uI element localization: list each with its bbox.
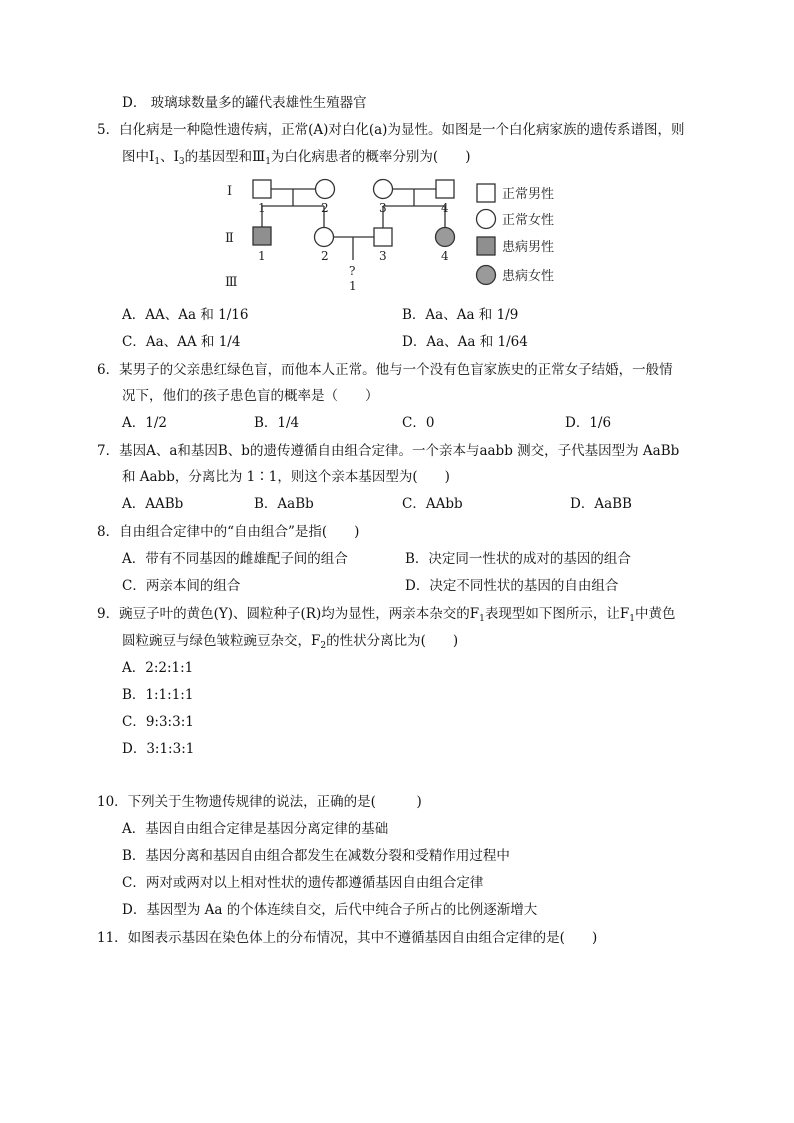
q9-stem-line1: 9．豌豆子叶的黄色(Y)、圆粒种子(R)均为显性，两亲本杂交的$F_1$表现型如下图所示，让$F_1$中黄色 xyxy=(97,606,676,624)
pedigree-I2-normal-female xyxy=(316,180,335,199)
q10-option-a: A．基因自由组合定律是基因分离定律的基础 xyxy=(122,821,389,837)
q7-stem-line2: 和 Aabb，分离比为 1∶1，则这个亲本基因型为( ) xyxy=(122,469,450,485)
q6-stem-line1: 6．某男子的父亲患红绿色盲，而他本人正常。他与一个没有色盲家族史的正常女子结婚，一般情 xyxy=(97,362,673,378)
legend-normal-female-symbol xyxy=(477,210,496,229)
q9-option-b: B．1:1:1:1 xyxy=(122,687,194,703)
pedigree-II4-number: 4 xyxy=(441,249,449,263)
pedigree-gen-I-label: Ⅰ xyxy=(227,184,233,199)
legend-normal-male-symbol xyxy=(477,184,495,202)
q6-option-a: A．1/2 xyxy=(122,415,167,431)
legend-affected-female-label: 患病女性 xyxy=(502,269,555,284)
q10-option-d: D．基因型为 Aa 的个体连续自交，后代中纯合子所占的比例逐渐增大 xyxy=(122,902,538,918)
q6-option-b: B．1/4 xyxy=(254,415,300,431)
q5-stem-line2: 图中$Ⅰ_1$、$Ⅰ_3$的基因型和$Ⅲ_1$为白化病患者的概率分别为( ) xyxy=(122,149,471,167)
q7-option-a: A．AABb xyxy=(122,496,184,512)
pedigree-II1-affected-male xyxy=(253,227,271,245)
q8-option-a: A．带有不同基因的雌雄配子间的组合 xyxy=(122,551,348,567)
pedigree-II4-affected-female xyxy=(436,228,455,247)
q10-option-c: C．两对或两对以上相对性状的遗传都遵循基因自由组合定律 xyxy=(122,875,484,891)
pedigree-I1-number: 1 xyxy=(258,201,266,215)
legend-affected-male-label: 患病男性 xyxy=(502,240,555,255)
pedigree-I3-number: 3 xyxy=(379,201,387,215)
q7-option-b: B．AaBb xyxy=(254,496,314,512)
q10-stem-line1: 10．下列关于生物遗传规律的说法，正确的是( ) xyxy=(97,794,422,810)
q9-option-c: C．9:3:3:1 xyxy=(122,714,194,730)
pedigree-II2-normal-female xyxy=(315,228,334,247)
q5-option-a: A．AA、Aa 和 1/16 xyxy=(122,307,249,323)
pedigree-III1-unknown: ? xyxy=(349,264,356,278)
q8-option-c: C．两亲本间的组合 xyxy=(122,578,241,594)
legend-affected-female-symbol xyxy=(477,266,496,285)
q9-option-a: A．2:2:1:1 xyxy=(122,660,194,676)
pedigree-I1-normal-male xyxy=(253,180,271,198)
q5-option-b: B．Aa、Aa 和 1/9 xyxy=(402,307,519,323)
q7-option-d: D．AaBB xyxy=(570,496,632,512)
q10-option-b: B．基因分离和基因自由组合都发生在减数分裂和受精作用过程中 xyxy=(122,848,510,864)
pedigree-II3-number: 3 xyxy=(379,249,387,263)
q7-option-c: C．AAbb xyxy=(402,496,463,512)
pedigree-II1-number: 1 xyxy=(258,249,266,263)
pedigree-gen-II-label: Ⅱ xyxy=(225,231,234,246)
q6-option-c: C．0 xyxy=(402,415,435,431)
q9-option-d: D．3:1:3:1 xyxy=(122,741,195,757)
pedigree-I4-number: 4 xyxy=(441,201,449,215)
q9-stem-line2: 圆粒豌豆与绿色皱粒豌豆杂交，$F_2$的性状分离比为( ) xyxy=(122,633,459,651)
legend-normal-female-label: 正常女性 xyxy=(502,213,555,228)
legend-normal-male-label: 正常男性 xyxy=(502,187,555,202)
q5-option-d: D．Aa、Aa 和 1/64 xyxy=(402,334,528,350)
q8-option-b: B．决定同一性状的成对的基因的组合 xyxy=(405,551,631,567)
pedigree-gen-III-label: Ⅲ xyxy=(225,275,238,290)
pedigree-III1-number: 1 xyxy=(349,279,357,293)
q7-stem-line1: 7．基因A、a和基因B、b的遗传遵循自由组合定律。一个亲本与aabb 测交，子代基因型为 AaBb xyxy=(97,443,680,459)
q5-stem-line1: 5．白化病是一种隐性遗传病，正常(A)对白化(a)为显性。如图是一个白化病家族的遗传系谱图，则 xyxy=(97,122,685,138)
q8-option-d: D．决定不同性状的基因的自由组合 xyxy=(405,578,619,594)
q4-option-d: D． 玻璃球数量多的罐代表雄性生殖器官 xyxy=(122,95,367,111)
q6-stem-line2: 况下，他们的孩子患色盲的概率是（ ） xyxy=(122,388,379,404)
q5-option-c: C．Aa、AA 和 1/4 xyxy=(122,334,241,350)
pedigree-II3-normal-male xyxy=(374,228,392,246)
pedigree-I3-normal-female xyxy=(374,180,393,199)
q6-option-d: D．1/6 xyxy=(565,415,612,431)
pedigree-I2-number: 2 xyxy=(321,201,329,215)
pedigree-diagram xyxy=(215,170,575,300)
q11-stem-line1: 11．如图表示基因在染色体上的分布情况，其中不遵循基因自由组合定律的是( ) xyxy=(97,930,598,946)
pedigree-I4-normal-male xyxy=(436,180,454,198)
q8-stem-line1: 8．自由组合定律中的“自由组合”是指( ) xyxy=(97,524,360,540)
legend-affected-male-symbol xyxy=(477,237,495,255)
pedigree-II2-number: 2 xyxy=(321,249,329,263)
